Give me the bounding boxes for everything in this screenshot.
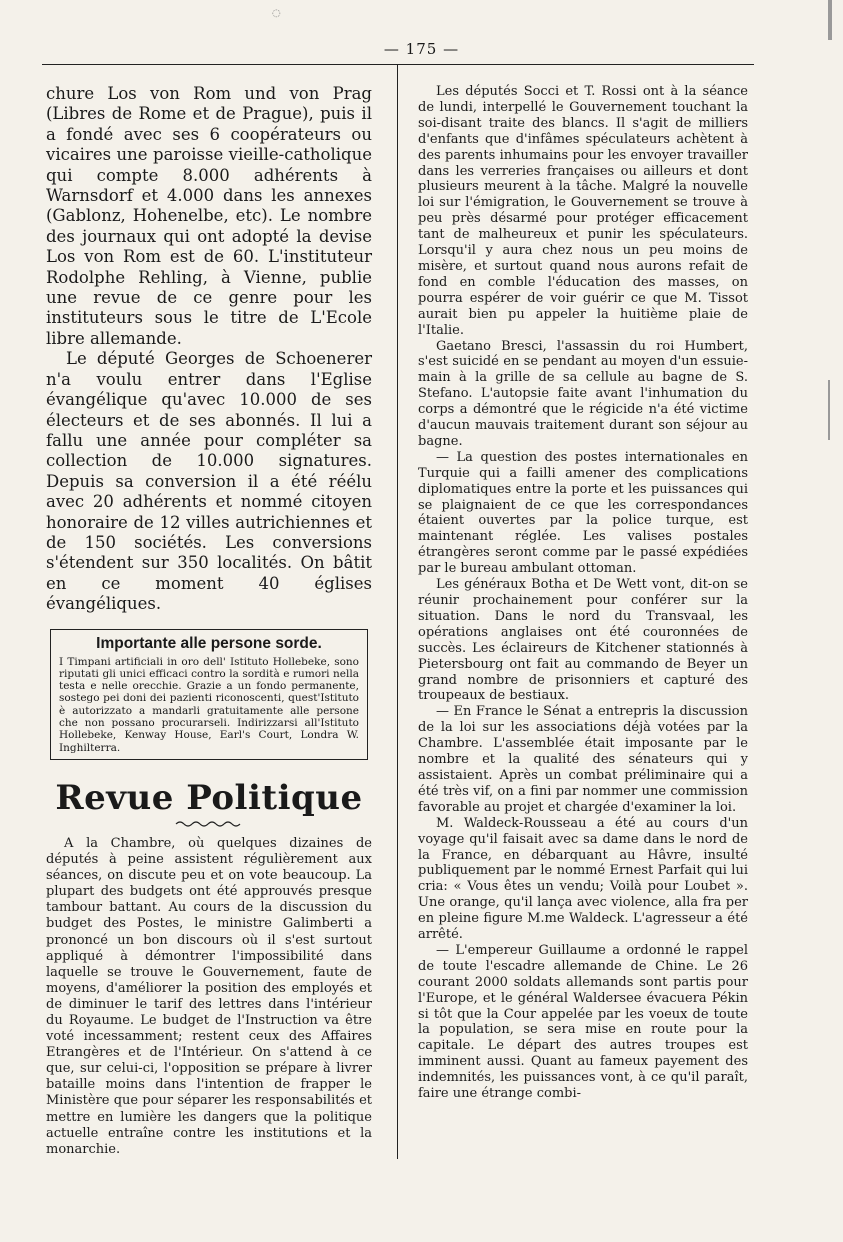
flourish-ornament bbox=[174, 820, 244, 828]
scan-edge-mark bbox=[828, 380, 830, 440]
right-paragraph: — La question des postes internationales en Turquie qui a failli amener des complications diplomatiques entre la porte et les puissances qui se plaignaient de ce que les correspondances étaient ouvertes par la police turque, est maintenant réglée. Les valises postales étrangères seront comme par le passé expédiées par le bureau ambulant ottoman. bbox=[418, 449, 748, 577]
right-paragraph: — L'empereur Guillaume a ordonné le rappel de toute l'escadre allemande de Chine. Le 26 courant 2000 soldats allemands sont partis pour l'Europe, et le général Waldersee évacuera Pékin si tôt que la Cour appelée par les voeux de toute la population, se sera mise en route pour la capitale. Le départ des autres troupes est imminent aussi. Quant au fameux payement des indemnités, les puissances vont, à ce qu'il paraît, faire une étrange combi- bbox=[418, 942, 748, 1102]
revue-left bbox=[46, 836, 372, 1158]
page-number: — 175 — bbox=[383, 40, 460, 58]
advertisement-box bbox=[50, 629, 368, 760]
header-rule bbox=[42, 64, 754, 65]
right-paragraph: — En France le Sénat a entrepris la discussion de la loi sur les associations déjà votées par la Chambre. L'assemblée était imposante par le nombre et la qualité des sénateurs qui y assistaient. Après un combat préliminaire qui a été très vif, on a fini par nommer une commission favorable au projet et chargée d'examiner la loi. bbox=[418, 704, 748, 815]
revue-paragraph: A la Chambre, où quelques dizaines de députés à peine assistent régulièrement aux séances, on discute peu et on vote beaucoup. La plupart des budgets ont été approuvés presque tambour battant. Au cours de la discussion du budget des Postes, le ministre Galimberti a prononcé un bon discours où il s'est surtout appliqué à démontrer l'impossibilité dans laquelle se trouve le Gouvernement, faute de moyens, d'améliorer la position des employés et de diminuer le tarif des lettres dans l'intérieur du Royaume. Le budget de l'Instruction va être voté incessamment; restent ceux des Affaires Etrangères et de l'Intérieur. On s'attend à ce que, sur celui-ci, l'opposition se prépare à livrer bataille moins dans l'intention de frapper le Ministère que pour séparer les responsabilités et mettre en lumière les dangers que la politique actuelle entraîne contre les institutions et la monarchie. bbox=[46, 835, 372, 1157]
section-title: Revue Politique bbox=[55, 777, 363, 818]
right-paragraph: Les généraux Botha et De Wett vont, dit-on se réunir prochainement pour conférer sur la situation. Dans le nord du Transvaal, les opérations anglaises ont été couronnées de succès. Les éclaireurs de Kitchener stationnés à Pietersbourg ont fait au commando de Beyer un grand nombre de prisonniers et capturé des troupeaux de bestiaux. bbox=[418, 577, 748, 704]
left-paragraph: chure Los von Rom und von Prag (Libres de Rome et de Prague), puis il a fondé avec ses 6 coopérateurs ou vicaires une paroisse vieille-catholique qui compte 8.000 adhérents à Warnsdorf et 4.000 dans les annexes (Gablonz, Hohenelbe, etc). Le nombre des journaux qui ont adopté la devise Los von Rom est de 60. L'instituteur Rodolphe Rehling, à Vienne, publie une revue de ce genre pour les instituteurs sous le titre de L'Ecole libre allemande. bbox=[46, 84, 372, 348]
left-paragraph: Le député Georges de Schoenerer n'a voulu entrer dans l'Eglise évangélique qu'avec 10.000 de ses électeurs et de ses abonnés. Il lui a fallu une année pour compléter sa collection de 10.000 signatures. Depuis sa conversion il a été réélu avec 20 adhérents et nommé citoyen honoraire de 12 villes autrichiennes et de 150 sociétés. Les conversions s'étendent sur 350 localités. On bâtit en ce moment 40 églises évangéliques. bbox=[46, 349, 372, 614]
faint-mark: ◌ bbox=[272, 8, 281, 19]
right-paragraph: M. Waldeck-Rousseau a été au cours d'un voyage qu'il faisait avec sa dame dans le nord de la France, en débarquant au Hâvre, insulté publiquement par le nommé Ernest Parfait qui lui cria: « Vous êtes un vendu; Voilà pour Loubet ». Une orange, qu'il lança avec violence, alla fra per en pleine figure M.me Waldeck. L'agresseur a été arrêté. bbox=[418, 815, 748, 943]
left-body bbox=[46, 84, 372, 615]
left-column bbox=[46, 84, 372, 1158]
right-column bbox=[418, 84, 748, 1102]
right-paragraph: Gaetano Bresci, l'assassin du roi Humbert, s'est suicidé en se pendant au moyen d'un essuie-main à la grille de sa cellule au bagne de S. Stefano. L'autopsie faite avant l'inhumation du corps a démontré que le régicide n'a été victime d'aucun mauvais traitement durant son séjour au bagne. bbox=[418, 338, 748, 449]
advertisement-title: Importante alle persone sorde. bbox=[96, 634, 322, 652]
scan-edge-mark bbox=[828, 0, 832, 40]
right-paragraph: Les députés Socci et T. Rossi ont à la séance de lundi, interpellé le Gouvernement touchant la soi-disant traite des blancs. Il s'agit de milliers d'enfants que d'infâmes spéculateurs achètent à des parents inhumains pour les envoyer travailler dans les verreries françaises ou ailleurs et dont plusieurs meurent à la tâche. Malgré la nouvelle loi sur l'émigration, le Gouvernement se trouve à peu près désarmé pour protéger efficacement tant de malheureux et punir les spéculateurs. Lorsqu'il y aura chez nous un peu moins de misère, et surtout quand nous aurons refait de fond en comble l'éducation des masses, on pourra espérer de voir guérir ce que M. Tissot aurait bien pu appeler la huitième plaie de l'Italie. bbox=[418, 84, 748, 338]
advertisement-body: I Timpani artificiali in oro dell' Istituto Hollebeke, sono riputati gli unici efficaci contro la sordità e rumori nella testa e nelle orecchie. Grazie a un fondo permanente, sostego pei doni dei pazienti riconoscenti, quest'Istituto è autorizzato a mandarli gratuitamente alle persone che non possano procurarseli. Indirizzarsi all'Istituto Hollebeke, Kenway House, Earl's Court, Londra W. Inghilterra. bbox=[59, 655, 359, 754]
column-divider bbox=[397, 64, 398, 1159]
